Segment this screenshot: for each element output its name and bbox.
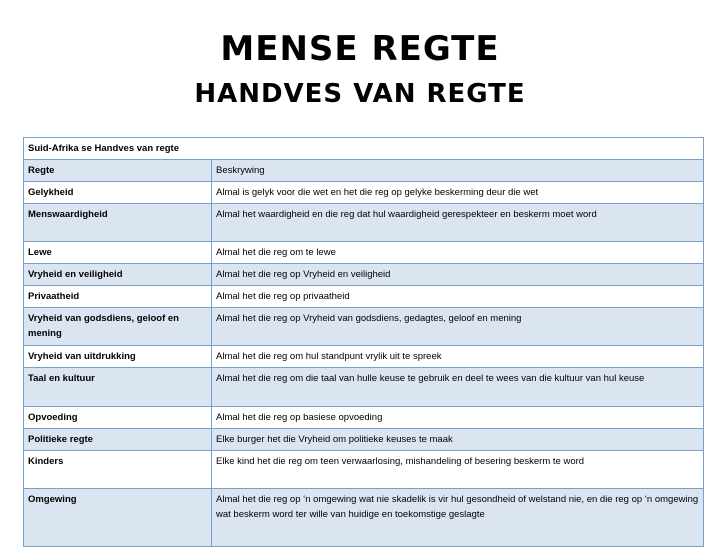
table-row bbox=[24, 286, 704, 308]
right-description: Almal het die reg op Vryheid en veiligheid bbox=[212, 264, 704, 286]
table-row bbox=[24, 346, 704, 368]
right-description: Almal het waardigheid en die reg dat hul waardigheid gerespekteer en beskerm moet word bbox=[212, 204, 704, 242]
column-header-description: Beskrywing bbox=[212, 160, 704, 182]
right-description: Elke kind het die reg om teen verwaarlosing, mishandeling of besering beskerm te word bbox=[212, 451, 704, 489]
right-description: Almal het die reg om te lewe bbox=[212, 242, 704, 264]
column-header-row bbox=[24, 160, 704, 182]
rights-table bbox=[23, 137, 704, 547]
right-name: Taal en kultuur bbox=[24, 368, 212, 407]
right-name: Vryheid en veiligheid bbox=[24, 264, 212, 286]
table-row bbox=[24, 429, 704, 451]
page-title: MENSE REGTE bbox=[220, 29, 500, 69]
right-description: Almal het die reg om die taal van hulle keuse te gebruik en deel te wees van die kultuur van hul keuse bbox=[212, 368, 704, 407]
page-subtitle: HANDVES VAN REGTE bbox=[194, 79, 526, 109]
table-row bbox=[24, 308, 704, 346]
right-description: Almal het die reg om hul standpunt vrylik uit te spreek bbox=[212, 346, 704, 368]
right-name: Menswaardigheid bbox=[24, 204, 212, 242]
right-description: Almal het die reg op Vryheid van godsdiens, gedagtes, geloof en mening bbox=[212, 308, 704, 346]
right-name: Gelykheid bbox=[24, 182, 212, 204]
right-name: Lewe bbox=[24, 242, 212, 264]
right-description: Almal het die reg op privaatheid bbox=[212, 286, 704, 308]
right-description: Almal het die reg op basiese opvoeding bbox=[212, 407, 704, 429]
right-description: Almal is gelyk voor die wet en het die reg op gelyke beskerming deur die wet bbox=[212, 182, 704, 204]
right-name: Vryheid van godsdiens, geloof en mening bbox=[24, 308, 212, 346]
table-row bbox=[24, 204, 704, 242]
table-header: Suid-Afrika se Handves van regte bbox=[24, 138, 704, 160]
table-row bbox=[24, 489, 704, 547]
table-row bbox=[24, 182, 704, 204]
right-description: Almal het die reg op ‘n omgewing wat nie skadelik is vir hul gesondheid of welstand nie, en die reg op ‘n omgewing wat beskerm word ter wille van huidige en toekomstige geslagte bbox=[212, 489, 704, 547]
title-block bbox=[0, 28, 720, 112]
table-row bbox=[24, 368, 704, 407]
column-header-right: Regte bbox=[24, 160, 212, 182]
right-name: Privaatheid bbox=[24, 286, 212, 308]
table-row bbox=[24, 407, 704, 429]
table-row bbox=[24, 242, 704, 264]
right-name: Opvoeding bbox=[24, 407, 212, 429]
right-name: Kinders bbox=[24, 451, 212, 489]
table-row bbox=[24, 264, 704, 286]
right-name: Vryheid van uitdrukking bbox=[24, 346, 212, 368]
table-header-row bbox=[24, 138, 704, 160]
right-name: Omgewing bbox=[24, 489, 212, 547]
right-name: Politieke regte bbox=[24, 429, 212, 451]
right-description: Elke burger het die Vryheid om politieke keuses te maak bbox=[212, 429, 704, 451]
table-row bbox=[24, 451, 704, 489]
